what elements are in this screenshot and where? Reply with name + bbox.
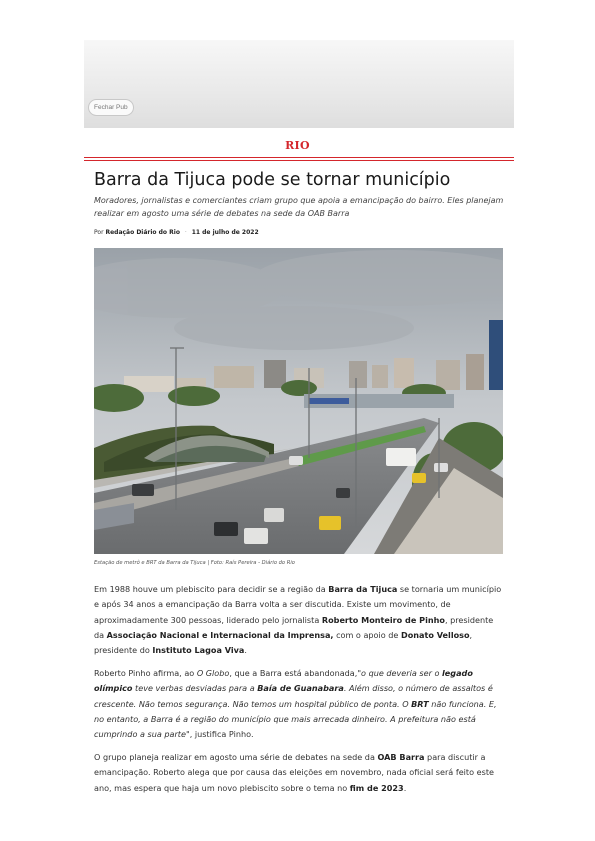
byline-separator: · <box>184 229 187 236</box>
advertisement-banner <box>84 40 514 128</box>
byline <box>94 229 259 236</box>
article-photo <box>94 248 503 554</box>
link-baia-de-guanabara[interactable]: Baía de Guanabara <box>257 683 344 694</box>
link-brt[interactable]: BRT <box>411 698 429 709</box>
photo-caption: Estação de metrô e BRT da Barra da Tijuca | Foto: Raís Pereira - Diário do Rio <box>94 560 295 566</box>
article-paragraph-1: Em 1988 houve um plebiscito para decidir se a região da Barra da Tijuca se tornaria um município e após 34 anos a emancipação da Barra volta a ser discutida. Existe um movimento, de aproximadamente 300 pessoas, liderado pelo jornalista Roberto Monteiro de Pinho, presidente da Associação Nacional e Internacional da Imprensa, com o apoio de Donato Velloso, presidente do Instituto Lagoa Viva. <box>94 584 502 656</box>
link-barra-da-tijuca[interactable]: Barra da Tijuca <box>328 584 398 594</box>
article-paragraph-3: O grupo planeja realizar em agosto uma série de debates na sede da OAB Barra para discutir a emancipação. Roberto alega que por causa das eleições em novembro, nada oficial será feito este ano, mas espera que haja um novo plebiscito sobre o tema no fim de 2023. <box>94 752 494 793</box>
article-standfirst: Moradores, jornalistas e comerciantes criam grupo que apoia a emancipação do bairro. Eles planejam realizar em agosto uma série de debates na sede da OAB Barra <box>94 196 504 218</box>
close-ad-button[interactable]: Fechar Pub <box>88 99 134 116</box>
station-photo-image <box>94 248 503 554</box>
publish-date: 11 de julho de 2022 <box>191 229 259 236</box>
section-divider <box>84 157 514 161</box>
byline-prefix: Por <box>94 229 104 236</box>
section-label[interactable]: RIO <box>285 139 310 152</box>
article-paragraph-2: Roberto Pinho afirma, ao O Globo, que a Barra está abandonada,"o que deveria ser o legado olímpico teve verbas desviadas para a Baía de Guanabara. Além disso, o número de assaltos é crescente. Não temos segurança. Não temos um hospital público de ponta. O BRT não funciona. E, no entanto, a Barra é a região do município que mais arrecada dinheiro. A prefeitura não está cumprindo a sua parte", justifica Pinho. <box>94 668 497 740</box>
article-title: Barra da Tijuca pode se tornar município <box>94 170 451 190</box>
author-link[interactable]: Redação Diário do Rio <box>105 229 180 236</box>
